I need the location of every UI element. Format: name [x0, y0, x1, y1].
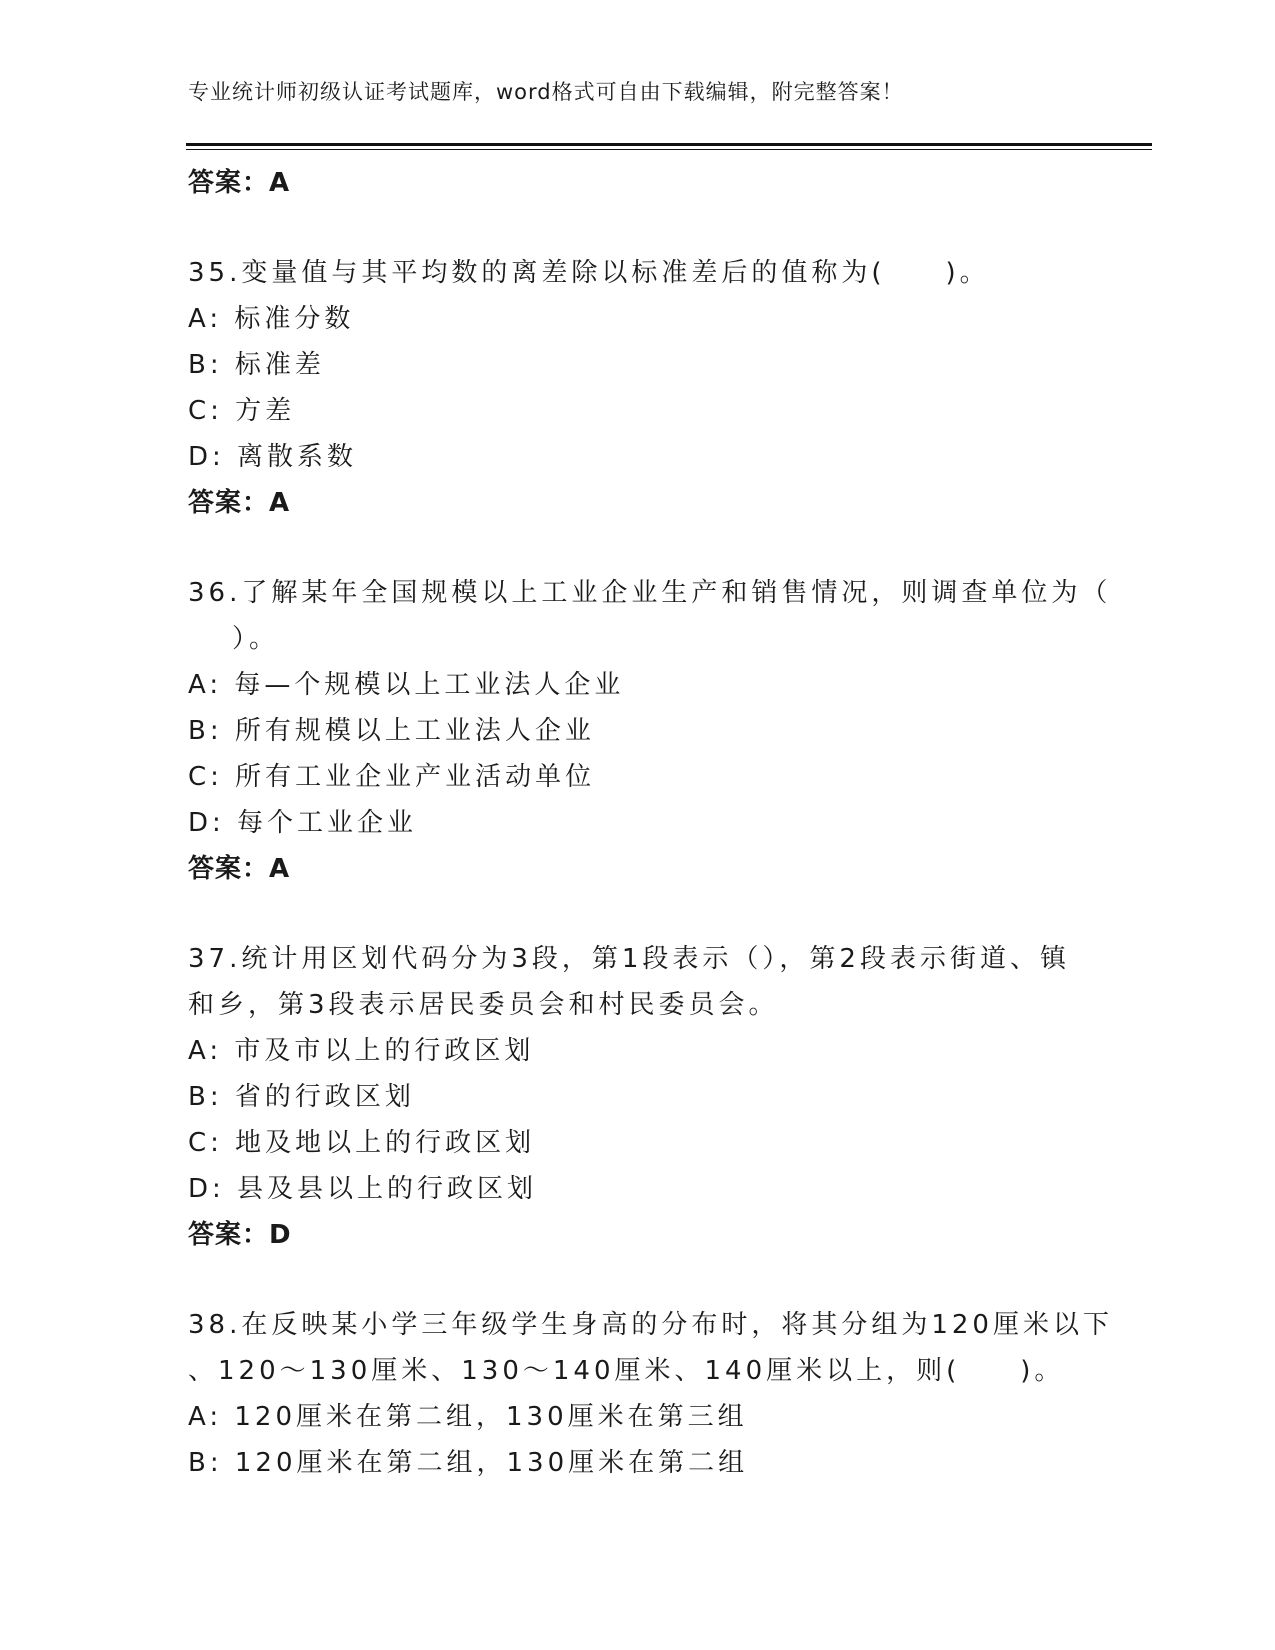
- option-d: D: 每个工业企业: [188, 808, 418, 838]
- answer-line: 答案：D: [188, 1220, 292, 1250]
- question-text-continued: ）。: [232, 624, 280, 654]
- option-b: B: 标准差: [188, 350, 325, 380]
- option-b: B: 所有规模以上工业法人企业: [188, 716, 595, 746]
- option-c: C: 地及地以上的行政区划: [188, 1128, 536, 1158]
- question-text: 36.了解某年全国规模以上工业企业生产和销售情况，则调查单位为（: [188, 578, 1112, 608]
- option-a: A: 标准分数: [188, 304, 355, 334]
- question-text-continued: 和乡，第3段表示居民委员会和村民委员会。: [188, 990, 779, 1020]
- option-c: C: 所有工业企业产业活动单位: [188, 762, 596, 792]
- option-a: A: 市及市以上的行政区划: [188, 1036, 535, 1066]
- option-b: B: 120厘米在第二组，130厘米在第二组: [188, 1448, 749, 1478]
- option-a: A: 每—个规模以上工业法人企业: [188, 670, 625, 700]
- option-b: B: 省的行政区划: [188, 1082, 415, 1112]
- document-body: [188, 160, 1113, 1486]
- answer-line: 答案：A: [188, 854, 291, 884]
- answer-line: 答案：A: [188, 488, 291, 518]
- question-text: 35.变量值与其平均数的离差除以标准差后的值称为( )。: [188, 258, 990, 288]
- question-35: [188, 250, 1078, 526]
- question-text: 38.在反映某小学三年级学生身高的分布时，将其分组为120厘米以下: [188, 1310, 1113, 1340]
- question-38: [188, 1302, 1113, 1486]
- answer-line: 答案：A: [188, 168, 291, 198]
- question-37: [188, 936, 1078, 1258]
- question-36: [188, 570, 1112, 892]
- header-divider: [186, 143, 1152, 150]
- option-d: D: 县及县以上的行政区划: [188, 1174, 538, 1204]
- question-text: 37.统计用区划代码分为3段，第1段表示（），第2段表示街道、镇: [188, 944, 1070, 974]
- option-a: A: 120厘米在第二组，130厘米在第三组: [188, 1402, 748, 1432]
- page-header: 专业统计师初级认证考试题库，word格式可自由下载编辑，附完整答案！: [188, 80, 904, 104]
- question-text-continued: 、120～130厘米、130～140厘米、140厘米以上，则( )。: [188, 1356, 1065, 1386]
- option-d: D: 离散系数: [188, 442, 358, 472]
- option-c: C: 方差: [188, 396, 296, 426]
